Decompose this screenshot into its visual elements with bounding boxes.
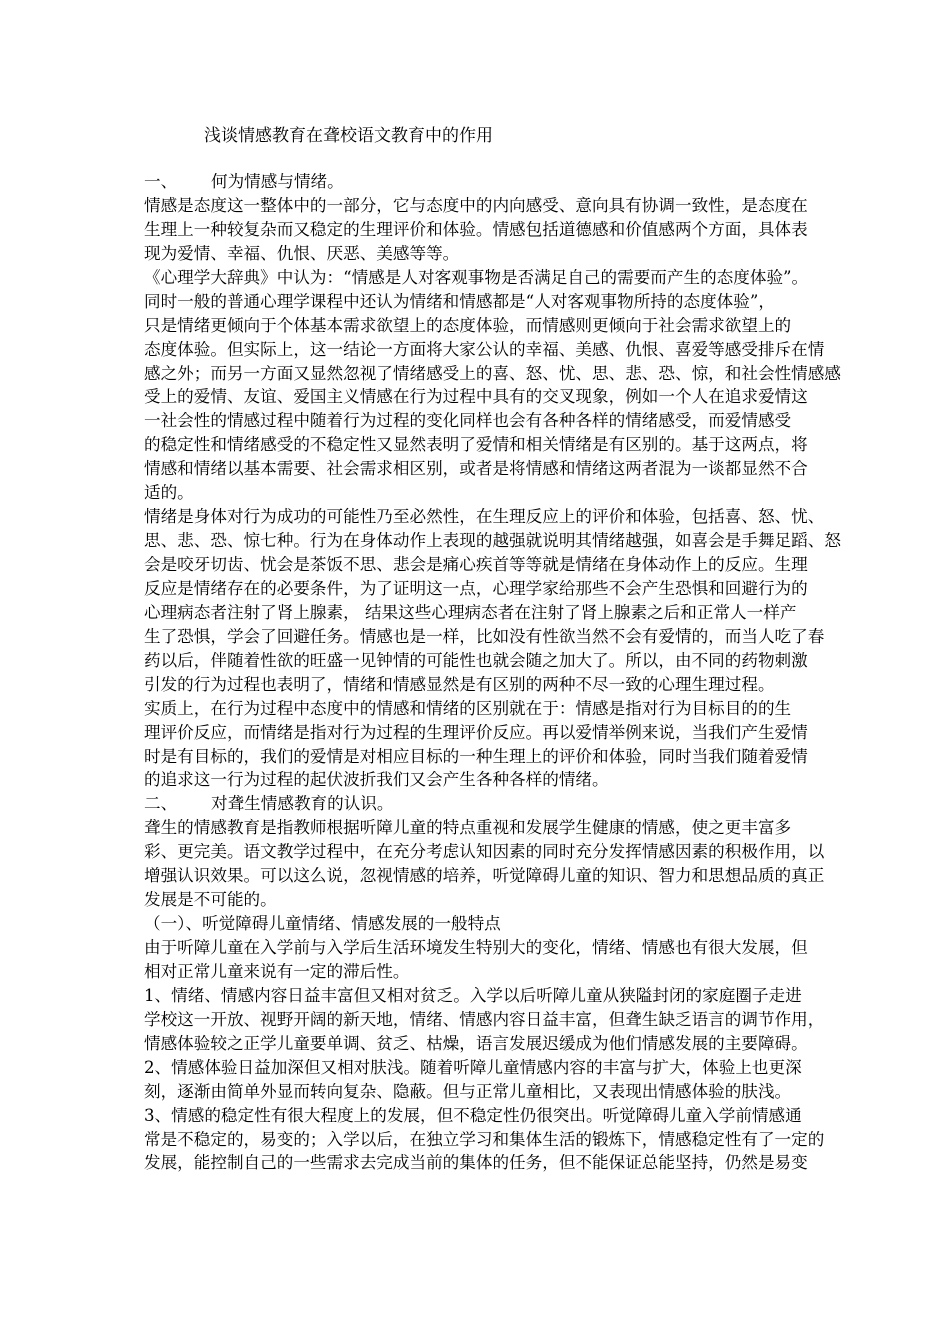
paragraph-line: 的稳定性和情绪感受的不稳定性又显然表明了爱情和相关情绪是有区别的。基于这两点，将 <box>144 435 808 455</box>
paragraph-line: 发展，能控制自己的一些需求去完成当前的集体的任务，但不能保证总能坚持，仍然是易变 <box>144 1153 808 1173</box>
subsection-heading: （一）、听觉障碍儿童情绪、情感发展的一般特点 <box>144 914 501 934</box>
paragraph-line: 生了恐惧，学会了回避任务。情感也是一样，比如没有性欲当然不会有爱情的，而当人吃了春 <box>144 626 825 646</box>
paragraph-line: 情感体验较之正学儿童要单调、贫乏、枯燥，语言发展迟缓成为他们情感发展的主要障碍。 <box>144 1033 808 1053</box>
paragraph-line: 学校这一开放、视野开阔的新天地，情绪、情感内容日益丰富，但聋生缺乏语言的调节作用， <box>144 1009 825 1029</box>
document-body <box>144 170 841 1175</box>
paragraph-line: 2、情感体验日益加深但又相对肤浅。随着听障儿童情感内容的丰富与扩大，体验上也更深 <box>144 1057 802 1077</box>
paragraph-line: 情感是态度这一整体中的一部分，它与态度中的内向感受、意向具有协调一致性，是态度在 <box>144 195 808 215</box>
paragraph-line: 思、悲、恐、惊七种。行为在身体动作上表现的越强就说明其情绪越强，如喜会是手舞足蹈、怒 <box>144 531 841 551</box>
section-title: 对聋生情感教育的认识。 <box>211 794 394 814</box>
paragraph-line: 现为爱情、幸福、仇恨、厌恶、美感等等。 <box>144 243 460 263</box>
section-heading-1 <box>144 170 824 194</box>
paragraph-line: 彩、更完美。语文教学过程中，在充分考虑认知因素的同时充分发挥情感因素的积极作用，以 <box>144 842 825 862</box>
paragraph-line: 常是不稳定的，易变的；入学以后，在独立学习和集体生活的锻炼下，情感稳定性有了一定的 <box>144 1129 825 1149</box>
paragraph-line: 一社会性的情感过程中随着行为过程的变化同样也会有各种各样的情绪感受，而爱情感受 <box>144 411 792 431</box>
paragraph-line: 聋生的情感教育是指教师根据听障儿童的特点重视和发展学生健康的情感，使之更丰富多 <box>144 818 792 838</box>
paragraph-line: 的追求这一行为过程的起伏波折我们又会产生各种各样的情绪。 <box>144 770 609 790</box>
paragraph-line: 情感和情绪以基本需要、社会需求相区别，或者是将情感和情绪这两者混为一谈都显然不合 <box>144 459 808 479</box>
paragraph-line: 情绪是身体对行为成功的可能性乃至必然性，在生理反应上的评价和体验，包括喜、怒、忧、 <box>144 507 825 527</box>
section-title: 何为情感与情绪。 <box>211 172 344 191</box>
paragraph-line: 适的。 <box>144 483 194 503</box>
section-number: 一、 <box>144 172 178 191</box>
paragraph-line: 引发的行为过程也表明了，情绪和情感显然是有区别的两种不尽一致的心理生理过程。 <box>144 674 775 694</box>
paragraph-line: 生理上一种较复杂而又稳定的生理评价和体验。情感包括道德感和价值感两个方面，具体表 <box>144 219 808 239</box>
section-heading-2 <box>144 792 824 816</box>
paragraph-line: 3、情感的稳定性有很大程度上的发展，但不稳定性仍很突出。听觉障碍儿童入学前情感通 <box>144 1105 802 1125</box>
section-number: 二、 <box>144 794 178 814</box>
paragraph-line: 增强认识效果。可以这么说，忽视情感的培养，听觉障碍儿童的知识、智力和思想品质的真正 <box>144 866 825 886</box>
paragraph-line: 相对正常儿童来说有一定的滞后性。 <box>144 961 410 981</box>
paragraph-line: 时是有目标的，我们的爱情是对相应目标的一种生理上的评价和体验，同时当我们随着爱情 <box>144 746 808 766</box>
paragraph-line: 心理病态者注射了肾上腺素， 结果这些心理病态者在注射了肾上腺素之后和正常人一样产 <box>144 602 797 622</box>
paragraph-line: 只是情绪更倾向于个体基本需求欲望上的态度体验，而情感则更倾向于社会需求欲望上的 <box>144 315 792 335</box>
paragraph-line: 刻，逐渐由简单外显而转向复杂、隐蔽。但与正常儿童相比，又表现出情感体验的肤浅。 <box>144 1081 792 1101</box>
paragraph-line: 同时一般的普通心理学课程中还认为情绪和情感都是“人对客观事物所持的态度体验”， <box>144 291 775 311</box>
paragraph-line: 态度体验。但实际上，这一结论一方面将大家公认的幸福、美感、仇恨、喜爱等感受排斥在情 <box>144 339 825 359</box>
paragraph-line: 反应是情绪存在的必要条件，为了证明这一点，心理学家给那些不会产生恐惧和回避行为的 <box>144 578 808 598</box>
paragraph-line: 由于听障儿童在入学前与入学后生活环境发生特别大的变化，情绪、情感也有很大发展，但 <box>144 938 808 957</box>
paragraph-line: 实质上，在行为过程中态度中的情感和情绪的区别就在于：情感是指对行为目标目的的生 <box>144 698 792 718</box>
paragraph-line: 会是咬牙切齿、忧会是茶饭不思、悲会是痛心疾首等等就是情绪在身体动作上的反应。生理 <box>144 555 808 574</box>
document-title: 浅谈情感教育在聋校语文教育中的作用 <box>204 126 493 146</box>
paragraph-line: 药以后，伴随着性欲的旺盛一见钟情的可能性也就会随之加大了。所以，由不同的药物刺激 <box>144 650 808 670</box>
paragraph-line: 发展是不可能的。 <box>144 890 277 910</box>
paragraph-line: 感之外；而另一方面又显然忽视了情绪感受上的喜、怒、忧、思、悲、恐、惊，和社会性情感感 <box>144 363 841 383</box>
paragraph-line: 理评价反应，而情绪是指对行为过程的生理评价反应。再以爱情举例来说，当我们产生爱情 <box>144 722 808 742</box>
paragraph-line: 受上的爱情、友谊、爱国主义情感在行为过程中具有的交叉现象，例如一个人在追求爱情这 <box>144 387 808 407</box>
paragraph-line: 《心理学大辞典》中认为：“情感是人对客观事物是否满足自己的需要而产生的态度体验”。 <box>144 267 809 287</box>
paragraph-line: 1、情绪、情感内容日益丰富但又相对贫乏。入学以后听障儿童从狭隘封闭的家庭圈子走进 <box>144 985 802 1005</box>
